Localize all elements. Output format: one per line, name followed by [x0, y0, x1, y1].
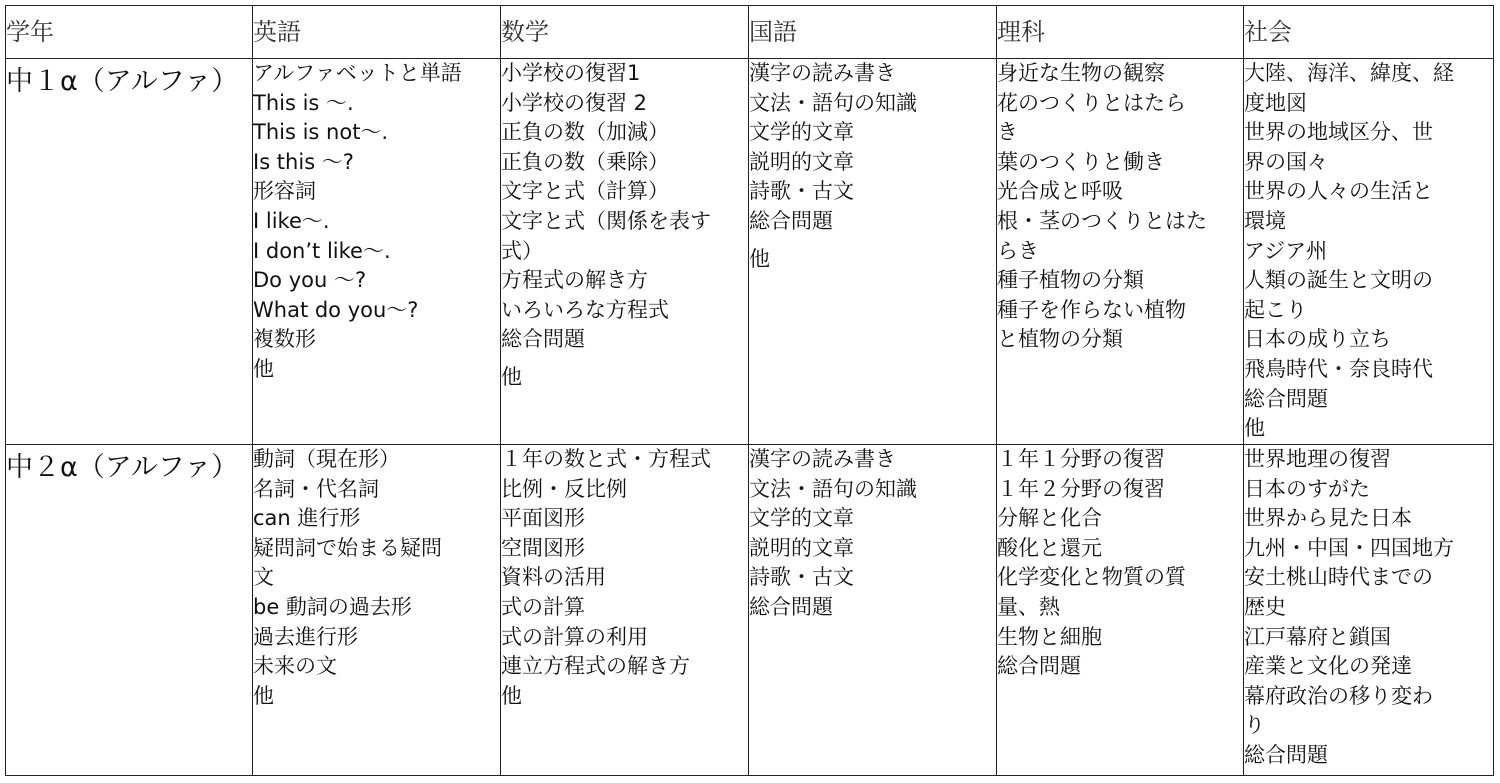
list-item: can 進行形 [253, 506, 361, 531]
list-item: き [997, 120, 1018, 145]
list-item: 根・茎のつくりとはた [997, 208, 1207, 233]
list-item: 他 [501, 364, 522, 389]
list-item: I like～. [253, 208, 330, 233]
list-item: 小学校の復習 2 [501, 90, 648, 115]
list-item: 生物と細胞 [997, 624, 1102, 649]
list-item: 起こり [1244, 297, 1307, 322]
table-row [6, 445, 1494, 776]
curriculum-table [5, 5, 1494, 776]
list-item: １年１分野の復習 [997, 447, 1165, 471]
list-item: be 動詞の過去形 [253, 594, 412, 619]
header-social: 社会 [1244, 6, 1494, 59]
science-cell [997, 59, 1244, 445]
english-cell [253, 59, 501, 445]
science-cell [997, 445, 1244, 776]
header-grade: 学年 [6, 6, 253, 59]
list-item: 世界の人々の生活と [1244, 179, 1433, 204]
list-item: １年２分野の復習 [997, 476, 1165, 501]
list-item: 九州・中国・四国地方 [1244, 535, 1454, 560]
list-item: 日本の成り立ち [1244, 327, 1391, 352]
list-item: 日本のすがた [1244, 476, 1370, 501]
list-item: 形容詞 [253, 179, 316, 204]
list-item: 総合問題 [501, 327, 585, 352]
list-item: 量、熱 [997, 594, 1060, 619]
list-item: 身近な生物の観察 [997, 61, 1165, 85]
list-item: 分解と化合 [997, 506, 1102, 531]
list-item: 式） [501, 238, 543, 263]
list-item: I don’t like～. [253, 238, 391, 263]
list-item: 化学変化と物質の質 [997, 565, 1186, 590]
english-cell [253, 445, 501, 776]
list-item: 産業と文化の発達 [1244, 654, 1412, 679]
list-item: 詩歌・古文 [749, 179, 854, 204]
header-science: 理科 [997, 6, 1244, 59]
grade-cell: 中１α（アルファ） [6, 59, 253, 445]
list-item: 幕府政治の移り変わ [1244, 683, 1433, 708]
list-item: 文字と式（関係を表す [501, 208, 711, 233]
math-cell [501, 59, 749, 445]
list-item: 方程式の解き方 [501, 268, 648, 293]
list-item: 総合問題 [1244, 386, 1328, 411]
list-item: 動詞（現在形） [253, 447, 400, 471]
list-item: 種子植物の分類 [997, 268, 1144, 293]
list-item: 説明的文章 [749, 149, 854, 174]
header-english: 英語 [253, 6, 501, 59]
list-item: 花のつくりとはたら [997, 90, 1186, 115]
list-item: と植物の分類 [997, 327, 1123, 352]
list-item: らき [997, 238, 1039, 263]
list-item: り [1244, 713, 1265, 738]
list-item: 比例・反比例 [501, 476, 627, 501]
list-item: 小学校の復習1 [501, 61, 641, 85]
list-item: 種子を作らない植物 [997, 297, 1186, 322]
list-item: 世界地理の復習 [1244, 447, 1391, 471]
list-item: 連立方程式の解き方 [501, 654, 690, 679]
list-item: 文学的文章 [749, 120, 854, 145]
list-item: 他 [749, 246, 770, 271]
header-math: 数学 [501, 6, 749, 59]
list-item: 式の計算 [501, 594, 585, 619]
list-item: 飛鳥時代・奈良時代 [1244, 356, 1433, 381]
list-item: アジア州 [1244, 238, 1328, 263]
list-item: 光合成と呼吸 [997, 179, 1123, 204]
japanese-cell [749, 59, 997, 445]
list-item: 世界から見た日本 [1244, 506, 1412, 531]
list-item: 他 [1244, 416, 1265, 441]
list-item: 資料の活用 [501, 565, 606, 590]
list-item: 正負の数（加減） [501, 120, 669, 145]
list-item: 漢字の読み書き [749, 447, 896, 471]
list-item: 詩歌・古文 [749, 565, 854, 590]
list-item: 江戸幕府と鎖国 [1244, 624, 1391, 649]
list-item: 総合問題 [749, 594, 833, 619]
list-item: 疑問詞で始まる疑問 [253, 535, 442, 560]
list-item: アルファベットと単語 [253, 61, 462, 85]
list-item: 総合問題 [749, 208, 833, 233]
list-item: 他 [501, 683, 522, 708]
list-item: This is not～. [253, 120, 389, 145]
list-item: 過去進行形 [253, 624, 358, 649]
header-japanese: 国語 [749, 6, 997, 59]
list-item: 文 [253, 565, 274, 590]
list-item: 世界の地域区分、世 [1244, 120, 1433, 145]
list-item: 正負の数（乗除） [501, 149, 669, 174]
list-item: What do you～? [253, 297, 419, 322]
list-item: 式の計算の利用 [501, 624, 648, 649]
list-item: 文学的文章 [749, 506, 854, 531]
social-cell [1244, 445, 1494, 776]
list-item: 平面図形 [501, 506, 585, 531]
list-item: 文法・語句の知識 [749, 90, 917, 115]
header-row [6, 6, 1494, 59]
list-item: 総合問題 [1244, 742, 1328, 767]
list-item: 未来の文 [253, 654, 337, 679]
list-item: 葉のつくりと働き [997, 149, 1165, 174]
list-item: 複数形 [253, 327, 316, 352]
list-item: Is this ～? [253, 149, 354, 174]
list-item: 説明的文章 [749, 535, 854, 560]
list-item: １年の数と式・方程式 [501, 447, 711, 471]
list-item: 人類の誕生と文明の [1244, 268, 1433, 293]
list-item: 総合問題 [997, 654, 1081, 679]
grade-cell: 中２α（アルファ） [6, 445, 253, 776]
list-item: 安土桃山時代までの [1244, 565, 1433, 590]
list-item: 酸化と還元 [997, 535, 1102, 560]
list-item: Do you ～? [253, 268, 367, 293]
list-item: 度地図 [1244, 90, 1307, 115]
table-row [6, 59, 1494, 445]
list-item: 漢字の読み書き [749, 61, 896, 85]
list-item: 界の国々 [1244, 149, 1328, 174]
list-item: いろいろな方程式 [501, 297, 669, 322]
list-item: This is ～. [253, 90, 354, 115]
list-item: 文法・語句の知識 [749, 476, 917, 501]
list-item: 歴史 [1244, 594, 1286, 619]
list-item: 他 [253, 683, 274, 708]
math-cell [501, 445, 749, 776]
list-item: 他 [253, 356, 274, 381]
list-item: 名詞・代名詞 [253, 476, 379, 501]
list-item: 文字と式（計算） [501, 179, 669, 204]
list-item: 空間図形 [501, 535, 585, 560]
japanese-cell [749, 445, 997, 776]
social-cell [1244, 59, 1494, 445]
list-item: 環境 [1244, 208, 1286, 233]
list-item: 大陸、海洋、緯度、経 [1244, 61, 1454, 85]
